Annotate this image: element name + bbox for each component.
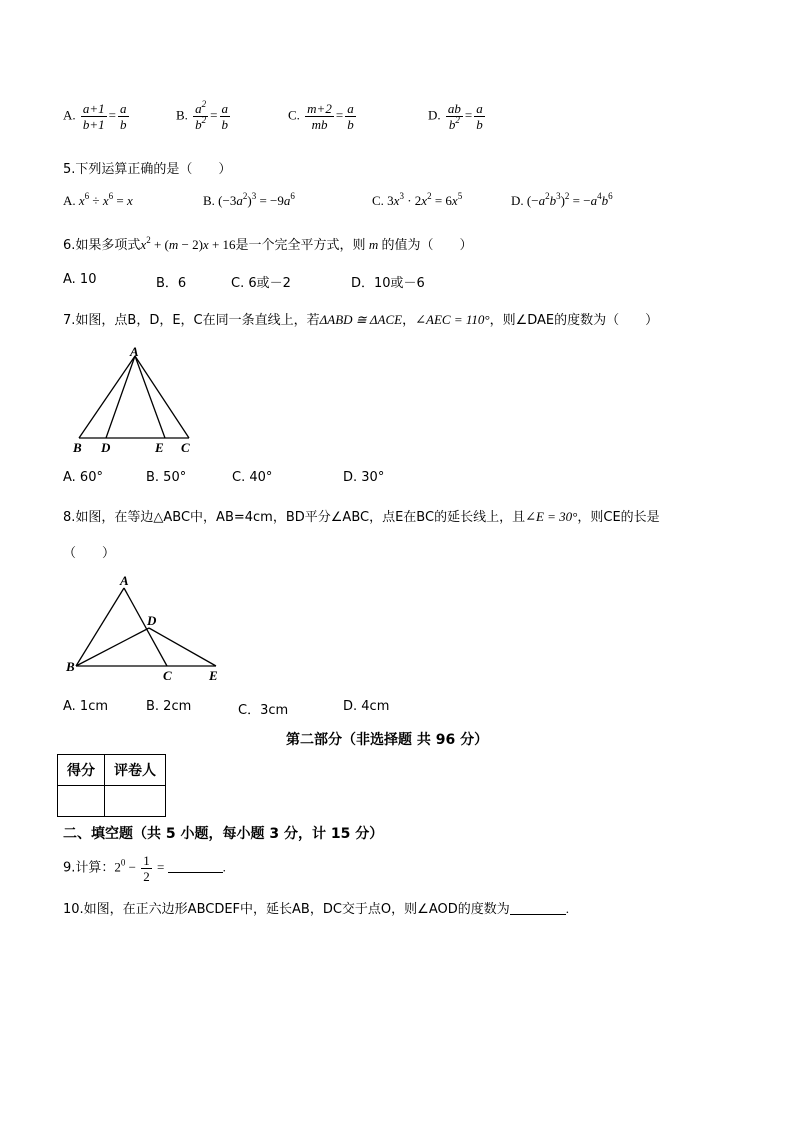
q8-label-a: A (120, 573, 129, 588)
q4-option-b: B. $\frac{a^2}{b^2}$ = $\frac{a}{b}$ (176, 99, 229, 132)
score-table-row (58, 786, 166, 817)
q10-answer-blank[interactable] (510, 902, 566, 915)
q8-option-d: D. 4cm (343, 699, 390, 714)
q7-line-ad (106, 356, 135, 438)
q7-line-ac (135, 356, 189, 438)
q5-option-c: C. $3x^3 \cdot 2x^2 = 6x^5$ (372, 191, 463, 208)
q7-figure (65, 342, 205, 457)
q8-option-b: B. 2cm (146, 699, 192, 714)
q8-option-a: A. 1cm (63, 699, 109, 714)
q7-line-ae (135, 356, 165, 438)
score-table-header (58, 755, 166, 786)
q10-stem: 10.如图，在正六边形ABCDEF中，延长AB，DC交于点O，则∠AOD的度数为 . (63, 901, 569, 917)
q8-option-c: C．3cm (238, 703, 289, 718)
q8-line-ac (124, 588, 167, 666)
q5-option-a: A. $x^6 \div x^6 = x$ (63, 191, 133, 208)
score-table (57, 754, 166, 817)
q7-option-b: B. 50° (146, 470, 187, 485)
q8-figure (62, 572, 232, 687)
q8-label-e: E (209, 668, 218, 683)
q7-option-d: D. 30° (343, 470, 385, 485)
q5-option-d: D. $(-a^2b^3)^2 = -a^4b^6$ (511, 191, 613, 208)
q5-stem: 5.下列运算正确的是（ ） (63, 162, 232, 177)
q8-answer-paren: （ ） (63, 546, 116, 561)
q4-option-a: A. $\frac{a+1}{b+1}$ = $\frac{a}{b}$ (63, 101, 127, 132)
q8-label-d: D (147, 613, 157, 628)
q6-option-d: D．10或－6 (351, 276, 425, 291)
q7-label-c: C (181, 440, 190, 455)
q9-answer-blank[interactable] (168, 860, 223, 873)
q7-label-b: B (73, 440, 82, 455)
score-header-grader: 评卷人 (105, 755, 166, 786)
q7-label-e: E (155, 440, 164, 455)
q8-label-b: B (66, 659, 75, 674)
grader-cell[interactable] (105, 786, 166, 817)
q6-option-b: B．6 (156, 276, 187, 291)
q6-option-a: A. 10 (63, 272, 97, 287)
q5-option-b: B. $(-3a^2)^3 = -9a^6$ (203, 191, 295, 208)
q7-label-d: D (101, 440, 111, 455)
q8-label-c: C (163, 668, 172, 683)
score-header-score: 得分 (58, 755, 105, 786)
part2-title: 第二部分（非选择题 共 96 分） (286, 732, 489, 748)
q8-line-ab (76, 588, 124, 666)
q7-line-ab (79, 356, 135, 438)
q7-option-c: C. 40° (232, 470, 273, 485)
q6-stem: 6.如果多项式$x^2 + (m - 2)x + 16$是一个完全平方式，则 m 的值为（ ） (63, 235, 473, 253)
q4-option-c: C. $\frac{m+2}{mb}$ = $\frac{a}{b}$ (288, 101, 354, 132)
q4-option-d: D. $\frac{ab}{b^2}$ = $\frac{a}{b}$ (428, 101, 483, 132)
q7-label-a: A (130, 344, 139, 359)
q8-line-de (149, 628, 216, 666)
q8-stem: 8.如图，在等边△ABC中，AB=4cm，BD平分∠ABC，点E在BC的延长线上，且∠E = 30°，则CE的长是 (63, 509, 660, 525)
section2-title: 二、填空题（共 5 小题，每小题 3 分，计 15 分） (63, 826, 384, 842)
q6-option-c: C. 6或－2 (231, 276, 291, 291)
q7-option-a: A. 60° (63, 470, 103, 485)
q9-stem: 9.计算：$2^0$ − $\frac{1}{2}$ = . (63, 853, 226, 884)
score-cell[interactable] (58, 786, 105, 817)
q7-stem: 7.如图，点B，D，E，C在同一条直线上，若ΔABD ≅ ΔACE，∠AEC = 110°，则∠DAE的度数为（ ） (63, 312, 659, 328)
